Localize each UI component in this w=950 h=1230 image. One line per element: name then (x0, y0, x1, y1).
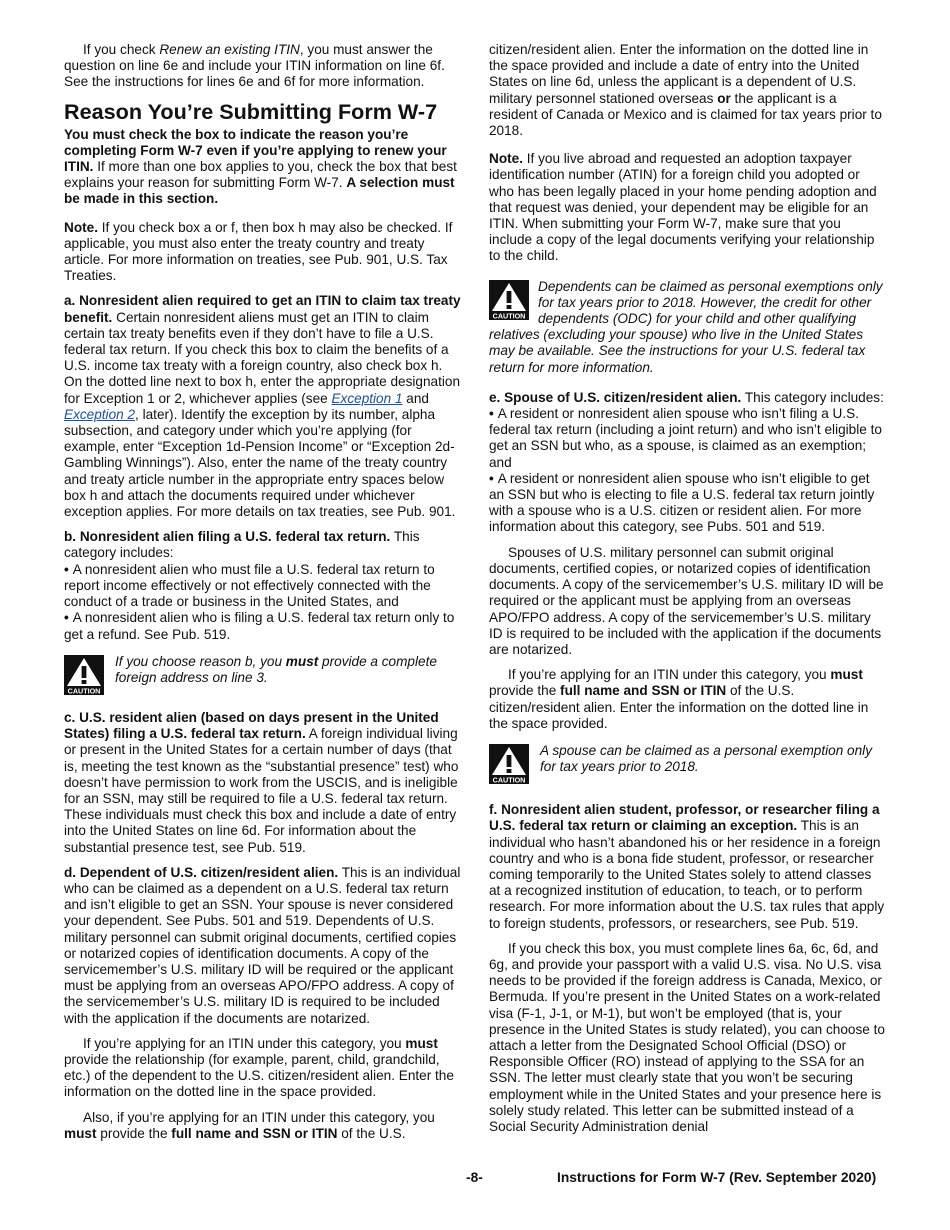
exception-2-link[interactable]: Exception 2 (64, 406, 136, 422)
svg-text:CAUTION: CAUTION (492, 311, 526, 320)
spouse-ssn-paragraph: If you’re applying for an ITIN under this category, you must provide the full name and SSN or ITIN of the U.S. citizen/resident alien. Enter the information on the dotted line in the space provided. (489, 667, 869, 731)
reason-f-paragraph: f. Nonresident alien student, professor, or researcher filing a U.S. federal tax return or claiming an exception. This is an individual who hasn’t abandoned his or her residence in a foreign country and who is a bona fide student, professor, or researcher coming temporarily to the United States solely to attend classes at a recognized institution of education, to teach, or to perform research. For more information about the U.S. tax rules that apply to foreign students, professors, or researchers, see Pub. 519. (489, 802, 885, 931)
reason-d-relationship-paragraph: If you’re applying for an ITIN under this category, you must provide the relationship (for example, parent, child, grandchild, etc.) of the dependent to the U.S. citizen/resident alien. Enter the information on the dotted line in the space provided. (64, 1035, 454, 1100)
note-paragraph: Note. If you check box a or f, then box h may also be checked. If applicable, you must also enter the treaty country and treaty article. For more information on treaties, see Pub. 901, U.S. Tax Treaties. (64, 219, 453, 284)
reason-d-ssn-paragraph: Also, if you’re applying for an ITIN under this category, you must provide the full name and SSN or ITIN of the U.S. (64, 1109, 435, 1141)
reason-c-paragraph: c. U.S. resident alien (based on days present in the United States) filing a U.S. federal tax return. A foreign individual living or present in the United States for a certain number of days (that is, meeting the test known as the “substantial presence” test) who doesn’t have permission to work from the USCIS, and is ineligible for an SSN, may still be required to file a U.S. federal tax return. These individuals must check this box and include a date of entry into the United States on line 6d. For information about the substantial presence test, see Pub. 519. (64, 709, 459, 855)
left-column (64, 42, 462, 1151)
spouse-military-paragraph: Spouses of U.S. military personnel can submit original documents, certified copies, or notarized copies of identification documents. A copy of the servicemember’s U.S. military ID will be required or the applicant must be applying from an overseas APO/FPO address. A copy of the servicemember’s U.S. military ID is required to be included with the application if the documents are notarized. (489, 544, 884, 657)
reason-b-paragraph: b. Nonresident alien filing a U.S. federal tax return. This category includes: (64, 529, 420, 561)
right-column (489, 42, 886, 1144)
caution-note (489, 743, 886, 788)
document-title: Instructions for Form W-7 (Rev. September 2020) (557, 1170, 877, 1185)
adoption-note-paragraph: Note. If you live abroad and requested an adoption taxpayer identification number (ATIN) for a foreign child you adopted or who has been legally placed in your home pending adoption and that request was denied, your dependent may be eligible for an ITIN. When submitting your Form W-7, make sure that you include a copy of the legal documents verifying your relationship to the child. (489, 151, 877, 264)
caution-text: A spouse can be claimed as a personal exemption only for tax years prior to 2018. (540, 742, 872, 775)
reason-a-paragraph: a. Nonresident alien required to get an ITIN to claim tax treaty benefit. Certain nonresident aliens must get an ITIN to claim certain tax treaty benefits even if they don’t have to file a U.S. federal tax return. If you check this box to claim the benefits of a U.S. income tax treaty with a foreign country, also check box h. On the dotted line next to box h, enter the appropriate designation for Exception 1 or 2, whichever applies (see Exception 1 and Exception 2, later). Identify the exception by its number, alpha subsection, and category under which you’re applying (for example, enter “Exception 1d-Pension Income” or “Exception 2d-Gambling Winnings”). Also, enter the name of the treaty country and treaty article number in the appropriate entry spaces below box h and attach the documents required under whichever exception applies. For more details on tax treaties, see Pub. 901. (64, 293, 461, 520)
list-item: • A resident or nonresident alien spouse who isn’t eligible to get an SSN but who is electing to file a U.S. federal tax return jointly with a spouse who is a U.S. citizen or resident alien. For more information about this category, see Pubs. 501 and 519. (489, 470, 875, 535)
caution-note (64, 654, 462, 699)
caution-icon (64, 655, 104, 699)
reason-e-paragraph: e. Spouse of U.S. citizen/resident alien. This category includes: (489, 389, 884, 405)
must-check-paragraph: You must check the box to indicate the reason you’re completing Form W-7 even if you’re applying to renew your ITIN. If more than one box applies to you, check the box that best explains your reason for submitting Form W-7. A selection must be made in this section. (64, 126, 457, 207)
caution-note (489, 279, 886, 376)
caution-icon (489, 744, 529, 788)
continued-paragraph: citizen/resident alien. Enter the information on the dotted line in the space provided and include a date of entry into the United States on line 6d, unless the applicant is a dependent of U.S. military personnel stationed overseas or the applicant is a resident of Canada or Mexico and is claimed for tax years prior to 2018. (489, 42, 882, 139)
list-item: • A nonresident alien who must file a U.S. federal tax return to report income effectively or not effectively connected with the conduct of a trade or business in the United States, and (64, 561, 435, 610)
intro-paragraph: If you check Renew an existing ITIN, you must answer the question on line 6e and include your ITIN information on line 6f. See the instructions for lines 6e and 6f for more information. (64, 42, 445, 90)
svg-text:CAUTION: CAUTION (492, 775, 526, 784)
caution-text: Dependents can be claimed as personal exemptions only for tax years prior to 2018. However, the credit for other dependents (ODC) for your child and other qualifying relatives (excluding your spouse) who live in the United States may be available. See the instructions for your U.S. federal tax return for more information. (489, 278, 883, 375)
reason-d-paragraph: d. Dependent of U.S. citizen/resident alien. This is an individual who can be claimed as a dependent on a U.S. federal tax return and isn’t eligible to get an SSN. Your spouse is never considered your dependent. See Pubs. 501 and 519. Dependents of U.S. military personnel can submit original documents, certified copies or notarized copies of identification documents. A copy of the servicemember’s U.S. military ID will be required or the applicant must be applying from an overseas APO/FPO address. A copy of the servicemember’s U.S. military ID is required to be included with the application if the documents are notarized. (64, 864, 461, 1026)
section-heading: Reason You’re Submitting Form W-7 (64, 98, 438, 124)
list-item: • A nonresident alien who is filing a U.S. federal tax return only to get a refund. See Pub. 519. (64, 610, 455, 642)
list-item: • A resident or nonresident alien spouse who isn’t filing a U.S. federal tax return (including a joint return) and who isn’t eligible to get an SSN but who, as a spouse, is claimed as an exemption; and (489, 406, 882, 470)
reason-f-details-paragraph: If you check this box, you must complete lines 6a, 6c, 6d, and 6g, and provide your passport with a valid U.S. visa. No U.S. visa needs to be provided if the foreign address is Canada, Mexico, or Bermuda. If you’re present in the United States on a work-related visa (F-1, J-1, or M-1), but won’t be employed (that is, your presence in the United States is study related), you can choose to attach a letter from the Designated School Official (DSO) or Responsible Officer (RO) instead of applying to the SSA for an SSN. The letter must clearly state that you won’t be securing employment while in the United States and your presence here is solely study related. This letter can be submitted instead of a Social Security Administration denial (489, 940, 885, 1134)
page-number: -8- (466, 1170, 483, 1185)
svg-text:CAUTION: CAUTION (67, 686, 101, 695)
caution-text: If you choose reason b, you must provide a complete foreign address on line 3. (115, 653, 437, 685)
exception-1-link[interactable]: Exception 1 (331, 390, 403, 406)
caution-icon (489, 280, 529, 324)
